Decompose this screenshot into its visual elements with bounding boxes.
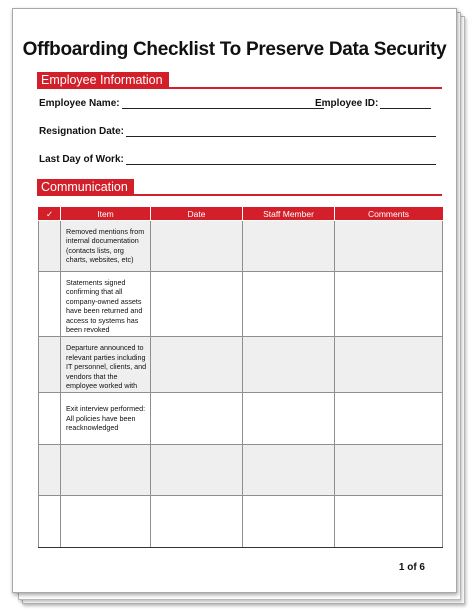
date-column-header: Date <box>151 208 243 221</box>
row-comments[interactable] <box>335 221 443 272</box>
employee-id-field <box>315 98 431 109</box>
table-row <box>39 445 443 496</box>
row-date[interactable] <box>151 393 243 445</box>
row-comments[interactable] <box>335 496 443 548</box>
row-staff-member[interactable] <box>243 221 335 272</box>
row-date[interactable] <box>151 337 243 393</box>
row-item: Statements signed confirming that all company-owned assets have been returned and access to systems has been revoked <box>61 272 151 337</box>
row-item: Departure announced to relevant parties including IT personnel, clients, and vendors that the employee worked with <box>61 337 151 393</box>
resignation-date-field <box>39 126 436 137</box>
communication-checklist-table <box>38 207 443 548</box>
row-checkbox[interactable] <box>39 272 61 337</box>
employee-info-heading: Employee Information <box>37 72 169 89</box>
table-row <box>39 272 443 337</box>
row-date[interactable] <box>151 272 243 337</box>
communication-section-header <box>37 179 442 196</box>
employee-name-label: Employee Name: <box>39 98 120 109</box>
row-comments[interactable] <box>335 272 443 337</box>
row-staff-member[interactable] <box>243 496 335 548</box>
item-column-header: Item <box>61 208 151 221</box>
table-row <box>39 496 443 548</box>
employee-name-field <box>39 98 324 109</box>
row-date[interactable] <box>151 221 243 272</box>
row-comments[interactable] <box>335 393 443 445</box>
employee-info-section-header <box>37 72 442 89</box>
document-page <box>12 8 457 593</box>
staff-member-column-header: Staff Member <box>243 208 335 221</box>
resignation-date-label: Resignation Date: <box>39 126 125 137</box>
row-staff-member[interactable] <box>243 445 335 496</box>
last-day-of-work-field <box>39 154 436 165</box>
row-comments[interactable] <box>335 337 443 393</box>
row-checkbox[interactable] <box>39 496 61 548</box>
row-checkbox[interactable] <box>39 337 61 393</box>
check-column-header: ✓ <box>39 208 61 221</box>
row-staff-member[interactable] <box>243 337 335 393</box>
row-comments[interactable] <box>335 445 443 496</box>
row-date[interactable] <box>151 496 243 548</box>
row-date[interactable] <box>151 445 243 496</box>
row-staff-member[interactable] <box>243 272 335 337</box>
page-indicator: 1 of 6 <box>398 562 425 573</box>
document-title: Offboarding Checklist To Preserve Data Security <box>22 39 447 60</box>
table-header-row <box>39 208 443 221</box>
comments-column-header: Comments <box>335 208 443 221</box>
table-row <box>39 393 443 445</box>
communication-heading: Communication <box>37 179 134 196</box>
last-day-of-work-input-line[interactable] <box>126 155 436 165</box>
row-checkbox[interactable] <box>39 445 61 496</box>
table-row <box>39 221 443 272</box>
row-checkbox[interactable] <box>39 393 61 445</box>
row-item: Exit interview performed: All policies have been reacknowledged <box>61 393 151 445</box>
employee-id-label: Employee ID: <box>315 98 379 109</box>
employee-id-input-line[interactable] <box>380 99 431 109</box>
row-item[interactable] <box>61 445 151 496</box>
table-row <box>39 337 443 393</box>
row-staff-member[interactable] <box>243 393 335 445</box>
row-item: Removed mentions from internal documentation (contacts lists, org charts, websites, etc) <box>61 221 151 272</box>
last-day-of-work-label: Last Day of Work: <box>39 154 124 165</box>
row-item[interactable] <box>61 496 151 548</box>
row-checkbox[interactable] <box>39 221 61 272</box>
resignation-date-input-line[interactable] <box>126 127 436 137</box>
employee-name-input-line[interactable] <box>122 99 324 109</box>
